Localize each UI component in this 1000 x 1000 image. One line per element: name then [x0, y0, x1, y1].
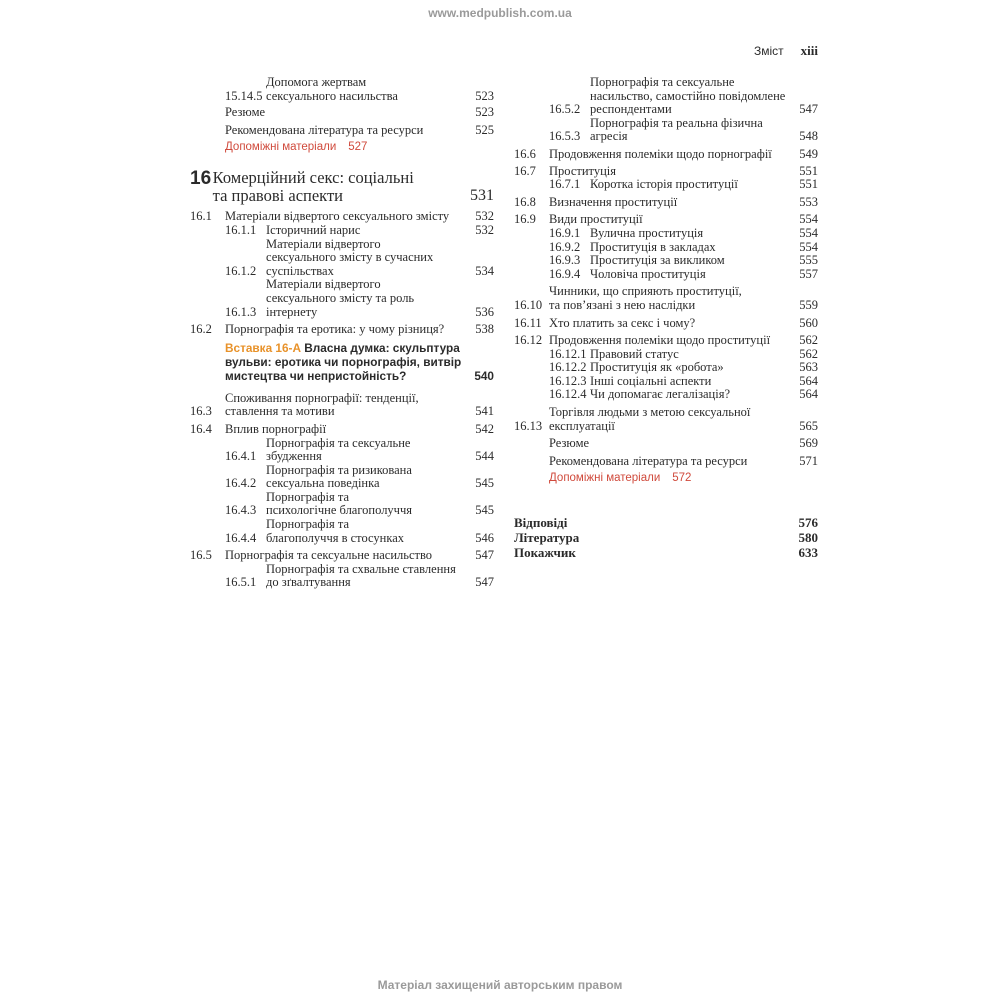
toc-entry-title: Види проституції: [549, 212, 643, 227]
toc-entry-number: 16.5.1: [225, 575, 257, 590]
toc-entry-number: 16.12.2: [549, 360, 587, 375]
toc-entry-title: Проституція за викликом: [590, 253, 725, 268]
supplementary-materials-page: 527: [348, 141, 368, 154]
toc-entry-page: 549: [799, 146, 818, 161]
toc-left-column: [190, 76, 494, 590]
toc-entry[interactable]: [190, 210, 494, 224]
literature-entry[interactable]: [514, 530, 818, 545]
toc-entry-page: 538: [475, 322, 494, 337]
toc-entry-title: Правовий статус: [590, 346, 679, 361]
toc-entry-title: Хто платить за секс і чому?: [549, 315, 696, 330]
toc-entry-title: Порнографія та психологічне благополуччя: [266, 489, 413, 518]
toc-entry-number: 16.4.3: [225, 503, 257, 518]
toc-entry-page: 564: [799, 373, 818, 388]
toc-entry-page: 557: [799, 266, 818, 281]
reading-entry[interactable]: [514, 455, 818, 469]
toc-entry-page: 544: [475, 449, 494, 464]
toc-entry-page: 534: [475, 263, 494, 278]
toc-entry[interactable]: [190, 423, 494, 437]
toc-entry-page: 571: [799, 453, 818, 468]
toc-entry[interactable]: [514, 227, 818, 241]
toc-entry-number: 16.12.4: [549, 387, 587, 402]
chapter-title: Комерційний секс: соціальні та правові аспекти: [212, 168, 414, 205]
toc-entry-page: 554: [799, 239, 818, 254]
toc-entry-page: 565: [799, 418, 818, 433]
toc-entry-page: 546: [475, 530, 494, 545]
toc-entry-page: 532: [475, 222, 494, 237]
supplementary-materials-link[interactable]: [190, 140, 494, 154]
toc-entry-number: 16.4.1: [225, 449, 257, 464]
toc-entry-number: 16.10: [514, 297, 543, 312]
toc-entry-title: Рекомендована література та ресурси: [225, 122, 424, 137]
toc-entry-page: 548: [799, 129, 818, 144]
toc-entry-title: Порнографія та ризикована сексуальна поведінка: [266, 462, 412, 491]
toc-entry-title: Матеріали відвертого сексуального змісту в сучасних суспільствах: [266, 236, 434, 278]
toc-entry-number: 16.5: [190, 548, 212, 563]
toc-entry-page: 536: [475, 304, 494, 319]
toc-entry-number: 16.4: [190, 421, 212, 436]
toc-entry-number: 16.7: [514, 163, 536, 178]
toc-entry-title: Рекомендована література та ресурси: [549, 453, 748, 468]
toc-entry-title: Покажчик: [514, 545, 576, 561]
toc-entry-page: 547: [475, 548, 494, 563]
toc-entry-page: 547: [475, 575, 494, 590]
toc-entry[interactable]: [190, 323, 494, 337]
toc-entry-title: Проституція: [549, 163, 616, 178]
toc-entry[interactable]: [514, 334, 818, 348]
reading-entry[interactable]: [190, 124, 494, 138]
toc-entry[interactable]: [514, 268, 818, 282]
toc-entry-title: Порнографія та сексуальне збудження: [266, 435, 411, 464]
toc-entry-title: Торгівля людьми з метою сексуальної експлуатації: [549, 405, 751, 433]
toc-entry[interactable]: [514, 406, 818, 433]
toc-entry-number: 16.13: [514, 418, 543, 433]
toc-entry-number: 16.5.2: [549, 102, 581, 117]
toc-entry-page: 541: [475, 404, 494, 419]
toc-entry-number: 16.9.1: [549, 225, 581, 240]
toc-entry-number: 16.4.4: [225, 530, 257, 545]
running-head-label: Зміст: [753, 44, 784, 58]
toc-entry-page: 560: [799, 315, 818, 330]
toc-entry-number: 16.1.3: [225, 304, 257, 319]
toc-entry-page: 633: [798, 545, 818, 561]
toc-entry-number: 16.12.1: [549, 346, 587, 361]
toc-entry-page: 551: [799, 163, 818, 178]
supplementary-materials-label: Допоміжні матеріали: [549, 472, 661, 485]
running-head: [754, 43, 818, 59]
toc-entry-page: 580: [798, 530, 818, 546]
running-head-page: xiii: [800, 43, 818, 58]
toc-entry[interactable]: [190, 563, 494, 590]
box-entry-title: [225, 341, 468, 383]
toc-entry-title: Інші соціальні аспекти: [590, 373, 712, 388]
chapter-number: 16: [190, 168, 212, 190]
box-entry-page: 540: [474, 368, 494, 383]
toc-entry-title: Проституція в закладах: [590, 239, 716, 254]
toc-entry-number: 16.1.2: [225, 263, 257, 278]
toc-entry-title: Коротка історія проституції: [590, 177, 738, 192]
toc-entry-title: Порнографія та сексуальне насильство: [225, 548, 433, 563]
toc-entry[interactable]: [514, 117, 818, 144]
toc-entry-number: 16.1: [190, 209, 212, 224]
toc-entry-page: 554: [799, 225, 818, 240]
toc-entry-page: 553: [799, 194, 818, 209]
toc-entry-title: Чинники, що сприяють проституції, та пов’язані з нею наслідки: [549, 284, 742, 312]
toc-entry[interactable]: [514, 254, 818, 268]
toc-entry-page: 562: [799, 346, 818, 361]
toc-entry-number: 16.9.4: [549, 266, 581, 281]
toc-entry[interactable]: [190, 76, 494, 103]
toc-entry-number: 16.9.3: [549, 253, 581, 268]
toc-entry-number: 16.7.1: [549, 177, 581, 192]
box-entry[interactable]: [190, 341, 494, 383]
toc-entry-title: Відповіді: [514, 515, 568, 531]
chapter-heading[interactable]: [190, 169, 494, 204]
toc-entry-page: 523: [475, 105, 494, 120]
box-text: Власна думка: скульптура вульви: еротика чи порнографія, витвір мистецтва чи непристойність?: [225, 340, 462, 383]
toc-entry-title: Порнографія та сексуальне насильство, самостійно повідомлене респондентами: [590, 75, 786, 117]
supplementary-materials-label: Допоміжні матеріали: [225, 141, 337, 154]
summary-entry[interactable]: [190, 106, 494, 120]
toc-entry-page: 532: [475, 209, 494, 224]
toc-entry-title: Резюме: [225, 105, 266, 120]
toc-entry-title: Матеріали відвертого сексуального змісту: [225, 209, 450, 224]
toc-entry[interactable]: [190, 518, 494, 545]
toc-entry-page: 545: [475, 476, 494, 491]
toc-entry-number: 16.4.2: [225, 476, 257, 491]
toc-entry-page: 576: [798, 515, 818, 531]
answers-entry[interactable]: [514, 515, 818, 530]
toc-entry-title: Резюме: [549, 436, 590, 451]
toc-entry-title: Споживання порнографії: тенденції, ставлення та мотиви: [225, 390, 419, 419]
toc-entry[interactable]: [190, 392, 494, 419]
toc-entry-page: 545: [475, 503, 494, 518]
toc-entry[interactable]: [514, 375, 818, 389]
supplementary-materials-page: 572: [672, 472, 692, 485]
toc-entry-page: 564: [799, 387, 818, 402]
toc-entry[interactable]: [190, 464, 494, 491]
toc-entry-title: Продовження полеміки щодо проституції: [549, 333, 771, 348]
toc-entry-number: 16.12: [514, 333, 543, 348]
toc-entry-title: Продовження полеміки щодо порнографії: [549, 146, 772, 161]
toc-entry[interactable]: [514, 178, 818, 192]
toc-entry-number: 16.5.3: [549, 129, 581, 144]
toc-entry-page: 542: [475, 421, 494, 436]
toc-entry[interactable]: [514, 285, 818, 312]
chapter-page: 531: [470, 186, 494, 204]
toc-entry-title: Вулична проституція: [590, 225, 704, 240]
toc-entry-title: Порнографія та благополуччя в стосунках: [266, 517, 405, 545]
toc-entry[interactable]: [514, 361, 818, 375]
toc-entry-title: Допомога жертвам сексуального насильства: [266, 75, 398, 103]
summary-entry[interactable]: [514, 437, 818, 451]
toc-entry-title: Порнографія та реальна фізична агресія: [590, 115, 763, 144]
toc-entry-number: 16.9.2: [549, 239, 581, 254]
toc-right-column: [514, 76, 818, 560]
toc-entry-number: 16.12.3: [549, 373, 587, 388]
watermark-top: www.medpublish.com.ua: [428, 6, 572, 20]
toc-entry[interactable]: [514, 348, 818, 362]
toc-entry-title: Чи допомагає легалізація?: [590, 387, 731, 402]
toc-entry[interactable]: [514, 241, 818, 255]
toc-entry[interactable]: [514, 213, 818, 227]
toc-entry-number: 16.8: [514, 194, 536, 209]
toc-entry-number: 16.3: [190, 404, 212, 419]
toc-entry-title: Порнографія та схвальне ставлення до зґвалтування: [266, 561, 456, 590]
toc-entry-page: 562: [799, 333, 818, 348]
toc-entry-title: Проституція як «робота»: [590, 360, 724, 375]
toc-entry-number: 15.14.5: [225, 88, 263, 103]
toc-entry-title: Історичний нарис: [266, 222, 361, 237]
toc-entry-page: 569: [799, 436, 818, 451]
toc-entry-title: Порнографія та еротика: у чому різниця?: [225, 322, 445, 337]
toc-entry-page: 525: [475, 122, 494, 137]
toc-entry[interactable]: [190, 238, 494, 279]
toc-entry-number: 16.9: [514, 212, 536, 227]
toc-entry[interactable]: [514, 76, 818, 117]
toc-entry-number: 16.11: [514, 315, 542, 330]
toc-entry[interactable]: [514, 317, 818, 331]
toc-entry-page: 554: [799, 212, 818, 227]
toc-entry-title: Чоловіча проституція: [590, 266, 706, 281]
toc-entry-page: 551: [799, 177, 818, 192]
toc-entry-page: 547: [799, 102, 818, 117]
toc-entry-page: 559: [799, 297, 818, 312]
toc-entry[interactable]: [190, 549, 494, 563]
toc-entry-title: Вплив порнографії: [225, 421, 327, 436]
watermark-bottom: Матеріал захищений авторським правом: [377, 978, 623, 992]
toc-entry-title: Матеріали відвертого сексуального змісту та роль інтернету: [266, 277, 415, 319]
toc-entry-number: 16.1.1: [225, 222, 257, 237]
supplementary-materials-link[interactable]: [514, 471, 818, 485]
toc-entry[interactable]: [514, 388, 818, 402]
toc-entry-title: Визначення проституції: [549, 194, 678, 209]
index-entry[interactable]: [514, 545, 818, 560]
toc-entry-page: 563: [799, 360, 818, 375]
toc-entry[interactable]: [514, 148, 818, 162]
toc-entry-title: Література: [514, 530, 580, 546]
toc-entry[interactable]: [190, 278, 494, 319]
box-label: Вставка 16-А: [225, 340, 301, 355]
toc-entry[interactable]: [514, 165, 818, 179]
toc-entry[interactable]: [190, 224, 494, 238]
toc-entry[interactable]: [514, 196, 818, 210]
toc-entry[interactable]: [190, 491, 494, 518]
toc-entry-page: 523: [475, 88, 494, 103]
toc-entry[interactable]: [190, 437, 494, 464]
toc-entry-number: 16.6: [514, 146, 536, 161]
toc-entry-number: 16.2: [190, 322, 212, 337]
toc-entry-page: 555: [799, 253, 818, 268]
